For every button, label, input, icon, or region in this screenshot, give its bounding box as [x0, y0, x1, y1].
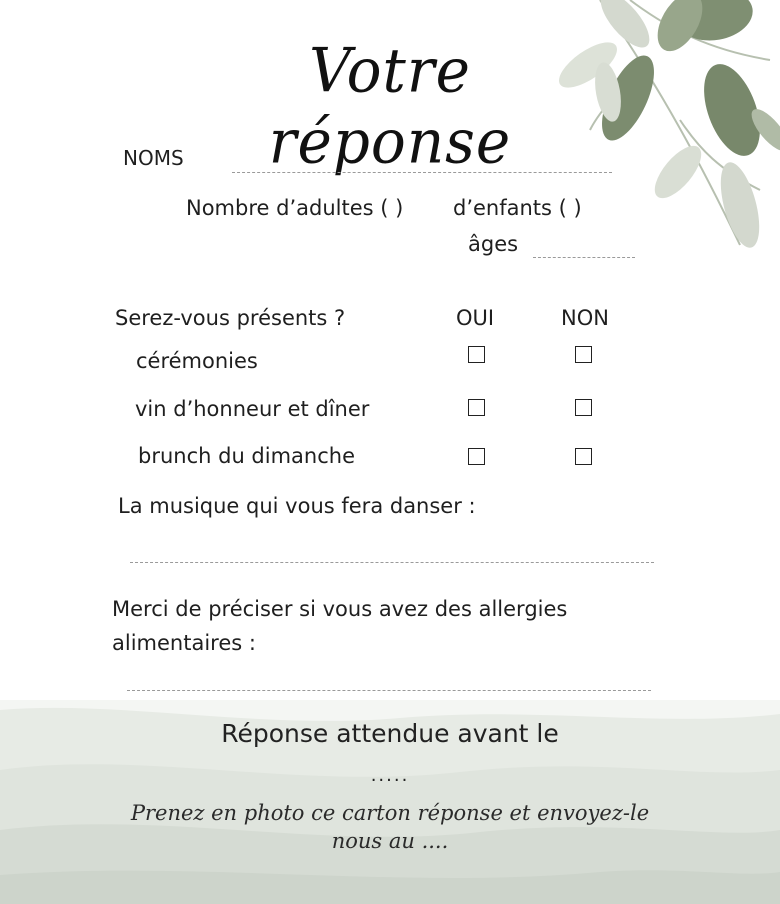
no-column-header: NON	[561, 306, 609, 330]
children-count-label: d’enfants ( )	[453, 196, 582, 220]
event-label-dinner: vin d’honneur et dîner	[135, 397, 370, 421]
dinner-yes-checkbox[interactable]	[468, 399, 485, 416]
deadline-value: .....	[370, 765, 410, 786]
music-label: La musique qui vous fera danser :	[118, 494, 476, 518]
photo-instruction: Prenez en photo ce carton réponse et envoyez-le nous au ....	[130, 801, 650, 853]
dinner-no-checkbox[interactable]	[575, 399, 592, 416]
names-label: NOMS	[123, 146, 184, 170]
event-label-brunch: brunch du dimanche	[138, 444, 356, 468]
ages-input-line[interactable]	[533, 257, 635, 258]
event-label-ceremonies: cérémonies	[136, 349, 258, 373]
allergies-input-line[interactable]	[127, 690, 651, 691]
brunch-no-checkbox[interactable]	[575, 448, 592, 465]
music-input-line[interactable]	[130, 562, 654, 563]
attendance-question: Serez-vous présents ?	[115, 306, 346, 330]
brunch-yes-checkbox[interactable]	[468, 448, 485, 465]
ceremonies-no-checkbox[interactable]	[575, 346, 592, 363]
allergies-label-line2: alimentaires :	[112, 631, 256, 655]
deadline-label: Réponse attendue avant le	[221, 719, 559, 748]
ages-label: âges	[468, 232, 519, 256]
names-input-line[interactable]	[232, 172, 612, 173]
ceremonies-yes-checkbox[interactable]	[468, 346, 485, 363]
adults-count-label: Nombre d’adultes ( )	[186, 196, 404, 220]
page-title: Votre réponse	[268, 34, 512, 178]
yes-column-header: OUI	[456, 306, 495, 330]
allergies-label-line1: Merci de préciser si vous avez des allergies	[112, 597, 568, 621]
